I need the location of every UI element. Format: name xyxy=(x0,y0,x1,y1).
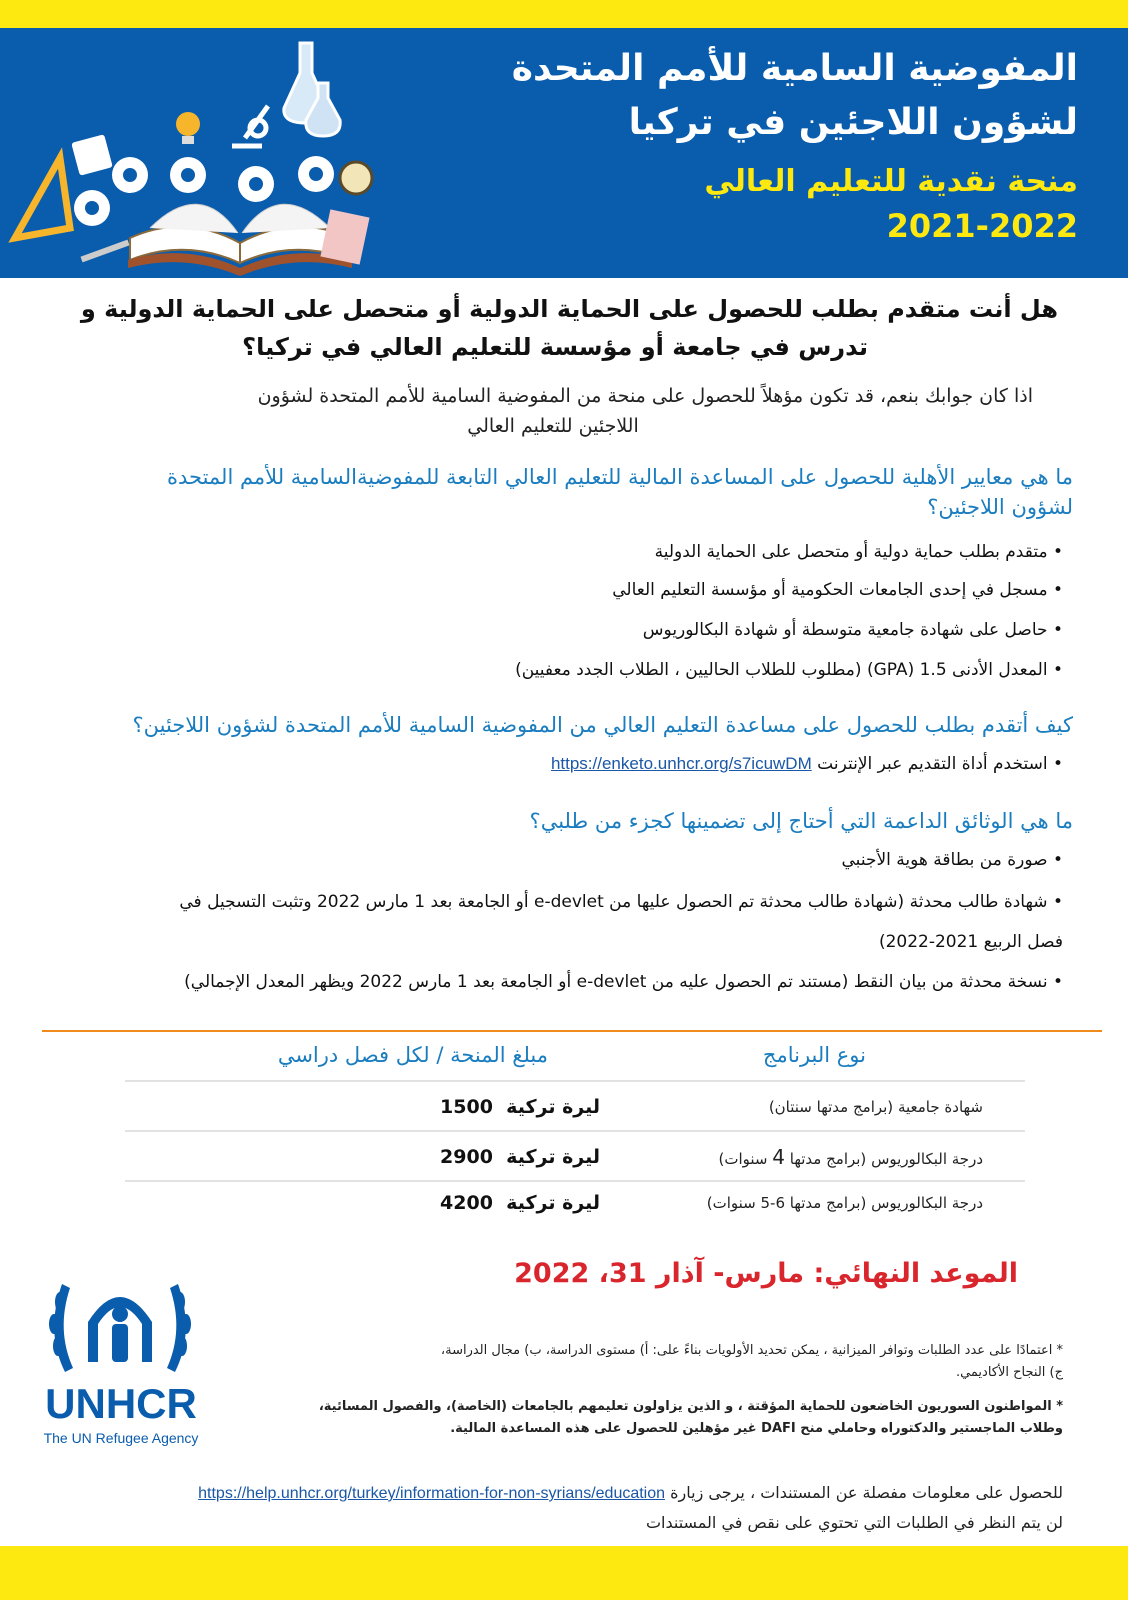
document-item-continued: فصل الربيع 2021-2022) xyxy=(878,932,1063,952)
eligibility-heading-line2: لشؤون اللاجئين؟ xyxy=(927,495,1073,519)
intro-line1: اذا كان جوابك بنعم، قد تكون مؤهلاً للحصول على منحة من المفوضية السامية للأمم المتحدة لشؤون xyxy=(257,385,1033,407)
open-book-icon xyxy=(128,204,352,276)
table-row-amount: ليرة تركية 2900 xyxy=(440,1146,600,1168)
apply-item: • استخدم أداة التقديم عبر الإنترنت https://enketo.unhcr.org/s7icuwDM xyxy=(550,754,1063,774)
table-header-program: نوع البرنامج xyxy=(762,1043,866,1067)
document-item: • نسخة محدثة من بيان النقط (مستند تم الحصول عليه من e-devlet أو الجامعة بعد 1 مارس 2022 ويظهر المعدل الإجمالي) xyxy=(184,972,1063,992)
note-1-line2: ج) النجاح الأكاديمي. xyxy=(955,1365,1063,1380)
unhcr-tagline: The UN Refugee Agency xyxy=(43,1430,199,1446)
unhcr-emblem-icon xyxy=(40,1262,200,1382)
header-title-line2: لشؤون اللاجئين في تركيا xyxy=(628,102,1078,143)
table-row-program: شهادة جامعية (برامج مدتها سنتان) xyxy=(768,1098,983,1116)
clock-icon xyxy=(340,162,372,194)
eligibility-item: • المعدل الأدنى 1.5 (GPA) (مطلوب للطلاب الحاليين ، الطلاب الجدد معفيين) xyxy=(515,660,1063,680)
header-banner xyxy=(0,28,1128,278)
note-2-line1: * المواطنون السوريون الخاضعون للحماية المؤقتة ، و الذين يزاولون تعليمهم بالجامعات (الخاصة)، والفصول المسائية، xyxy=(318,1399,1063,1414)
header-subtitle: منحة نقدية للتعليم العالي xyxy=(704,164,1078,199)
table-divider xyxy=(125,1130,1025,1132)
unhcr-logo-text: UNHCR xyxy=(45,1380,197,1427)
footer-info: للحصول على معلومات مفصلة عن المستندات ، يرجى زيارة https://help.unhcr.org/turkey/information-for-non-syrians/education xyxy=(198,1483,1063,1502)
table-row-amount: ليرة تركية 1500 xyxy=(440,1096,600,1118)
eligibility-item: • مسجل في إحدى الجامعات الحكومية أو مؤسسة التعليم العالي xyxy=(612,580,1063,600)
top-yellow-band xyxy=(0,0,1128,28)
documents-heading: ما هي الوثائق الداعمة التي أحتاج إلى تضمينها كجزء من طلبي؟ xyxy=(529,809,1073,833)
education-illustration xyxy=(0,28,420,278)
eligibility-heading-line1: ما هي معايير الأهلية للحصول على المساعدة المالية للتعليم العالي التابعة للمفوضيةالسامية للأمم المتحدة xyxy=(166,465,1073,489)
apply-heading: كيف أتقدم بطلب للحصول على مساعدة التعليم العالي من المفوضية السامية للأمم المتحدة لشؤون اللاجئين؟ xyxy=(132,713,1073,737)
document-item: • صورة من بطاقة هوية الأجنبي xyxy=(841,850,1063,870)
main-question-line1: هل أنت متقدم بطلب للحصول على الحماية الدولية أو متحصل على الحماية الدولية و xyxy=(80,295,1058,323)
calculator-icon xyxy=(71,134,113,176)
section-divider xyxy=(42,1030,1102,1032)
intro-line2: اللاجئين للتعليم العالي xyxy=(467,415,639,437)
set-square-icon xyxy=(15,158,70,238)
table-row-amount: ليرة تركية 4200 xyxy=(440,1192,600,1214)
note-1-line1: * اعتمادًا على عدد الطلبات وتوافر الميزانية ، يمكن تحديد الأولويات بناءً على: أ) مستوى الدراسة، ب) مجال الدراسة، xyxy=(440,1343,1063,1358)
pencil-icon xyxy=(80,240,129,263)
table-header-amount: مبلغ المنحة / لكل فصل دراسي xyxy=(277,1043,548,1067)
table-row-program: درجة البكالوريوس (برامج مدتها 4 سنوات) xyxy=(718,1145,983,1169)
microscope-icon xyxy=(232,106,268,146)
main-question-line2: تدرس في جامعة أو مؤسسة للتعليم العالي في تركيا؟ xyxy=(242,333,868,361)
eligibility-item: • حاصل على شهادة جامعية متوسطة أو شهادة البكالوريوس xyxy=(642,620,1063,640)
table-divider xyxy=(125,1080,1025,1082)
document-item: • شهادة طالب محدثة (شهادة طالب محدثة تم الحصول عليها من e-devlet أو الجامعة بعد 1 مارس 2022 وتثبت التسجيل في xyxy=(179,892,1063,912)
bottom-yellow-band xyxy=(0,1546,1128,1600)
lightbulb-icon xyxy=(176,112,200,144)
footer-warning: لن يتم النظر في الطلبات التي تحتوي على نقص في المستندات xyxy=(645,1513,1063,1532)
notebook-icon xyxy=(320,209,369,264)
table-divider xyxy=(125,1180,1025,1182)
deadline-text: الموعد النهائي: مارس- آذار 31، 2022 xyxy=(514,1258,1018,1289)
header-years: 2021-2022 xyxy=(886,207,1078,245)
header-title-line1: المفوضية السامية للأمم المتحدة xyxy=(511,48,1078,89)
table-row-program: درجة البكالوريوس (برامج مدتها 6-5 سنوات) xyxy=(706,1194,983,1212)
eligibility-item: • متقدم بطلب حماية دولية أو متحصل على الحماية الدولية xyxy=(654,542,1063,562)
documents-info-link[interactable]: https://help.unhcr.org/turkey/information-for-non-syrians/education xyxy=(198,1485,666,1502)
note-2-line2: وطلاب الماجستير والدكتوراه وحاملي منح DAFI غير مؤهلين للحصول على هذه المساعدة المالية. xyxy=(450,1421,1063,1436)
flask-icon xyxy=(284,43,340,136)
application-link[interactable]: https://enketo.unhcr.org/s7icuwDM xyxy=(550,754,812,773)
